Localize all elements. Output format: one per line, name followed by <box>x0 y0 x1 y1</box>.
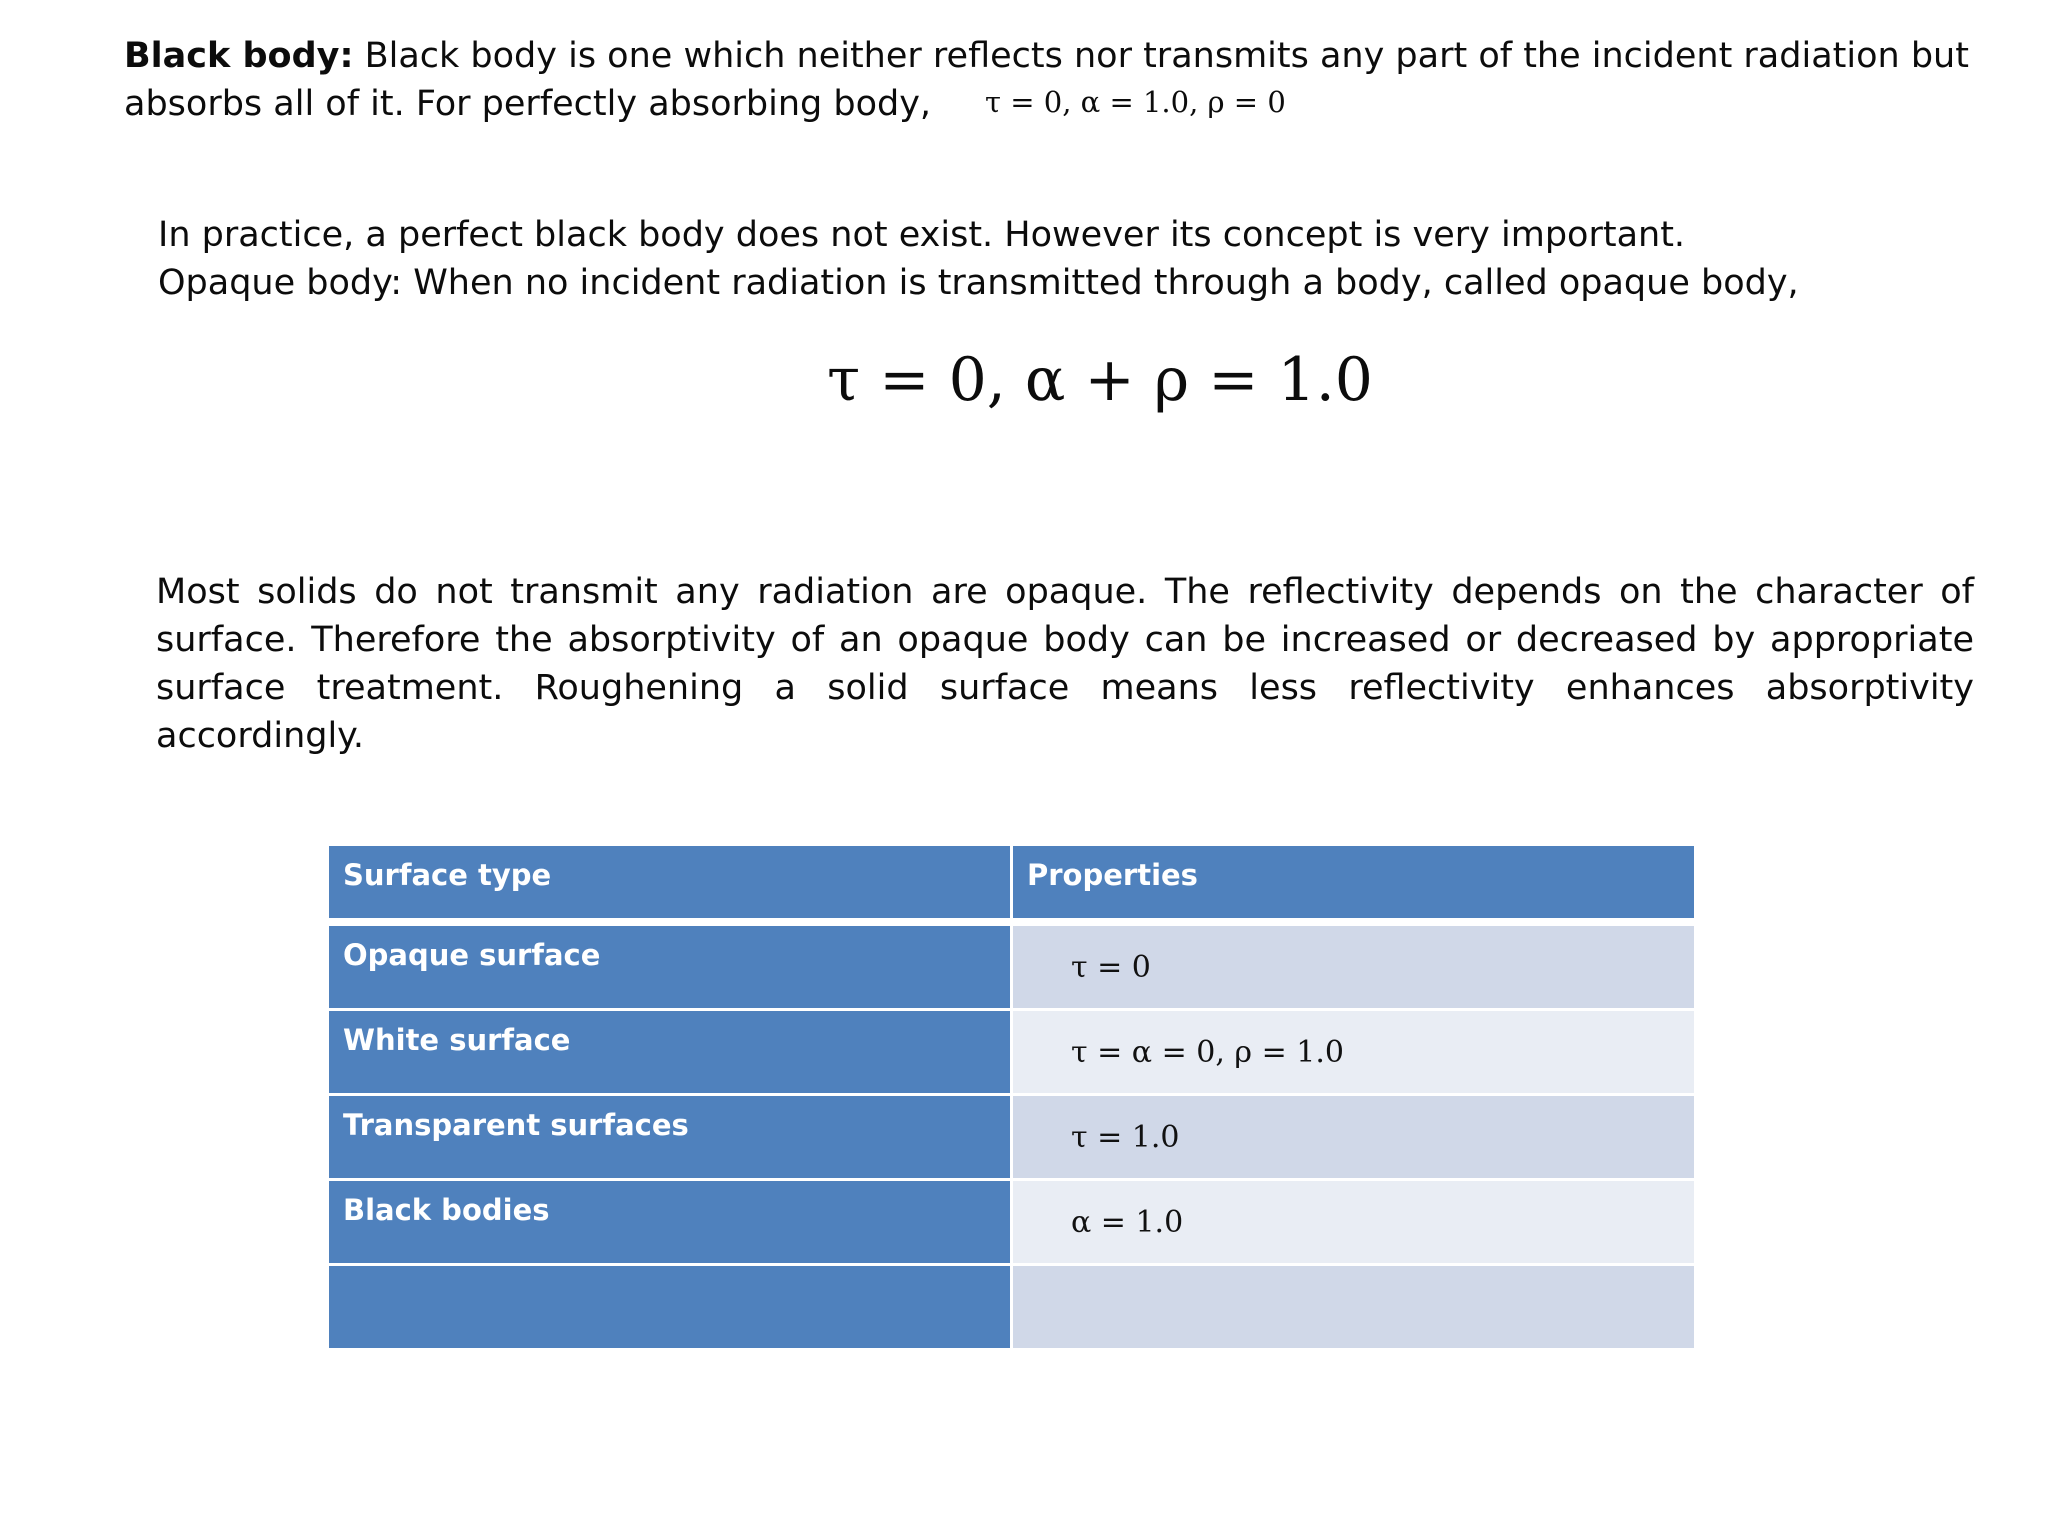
opaque-body-equation: τ = 0, α + ρ = 1.0 <box>827 345 1373 415</box>
table-row <box>328 1010 1696 1095</box>
table-row <box>328 1265 1696 1350</box>
practice-line-1: In practice, a perfect black body does not exist. However its concept is very important. <box>158 215 1686 255</box>
solids-paragraph: Most solids do not transmit any radiation are opaque. The reflectivity depends on the character of surface. Therefore the absorptivity of an opaque body can be increased or decreased by appropriate surface treatment. Roughening a solid surface means less reflectivity enhances absorptivity accordingly. <box>156 572 1974 756</box>
properties-cell <box>1012 1265 1696 1350</box>
black-body-equation: τ = 0, α = 1.0, ρ = 0 <box>985 85 1286 119</box>
surface-cell: Black bodies <box>328 1180 1012 1265</box>
table-row <box>328 1095 1696 1180</box>
practice-line-2: Opaque body: When no incident radiation is transmitted through a body, called opaque body, <box>158 263 1799 303</box>
properties-cell: τ = α = 0, ρ = 1.0 <box>1012 1010 1696 1095</box>
properties-cell: α = 1.0 <box>1012 1180 1696 1265</box>
surface-cell: Transparent surfaces <box>328 1095 1012 1180</box>
properties-cell: τ = 0 <box>1012 922 1696 1010</box>
table-header-row <box>328 845 1696 923</box>
black-body-label: Black body: <box>124 36 354 76</box>
practice-paragraph <box>158 211 1878 307</box>
surface-cell: White surface <box>328 1010 1012 1095</box>
surface-cell: Opaque surface <box>328 922 1012 1010</box>
table-row <box>328 922 1696 1010</box>
surface-properties-table <box>326 843 1697 1351</box>
header-properties: Properties <box>1012 845 1696 923</box>
surface-cell <box>328 1265 1012 1350</box>
black-body-text: Black body is one which neither reflects nor transmits any part of the incident radiation but absorbs all of it. For perfectly absorbing body, <box>124 36 1969 124</box>
table-row <box>328 1180 1696 1265</box>
properties-cell: τ = 1.0 <box>1012 1095 1696 1180</box>
header-surface-type: Surface type <box>328 845 1012 923</box>
